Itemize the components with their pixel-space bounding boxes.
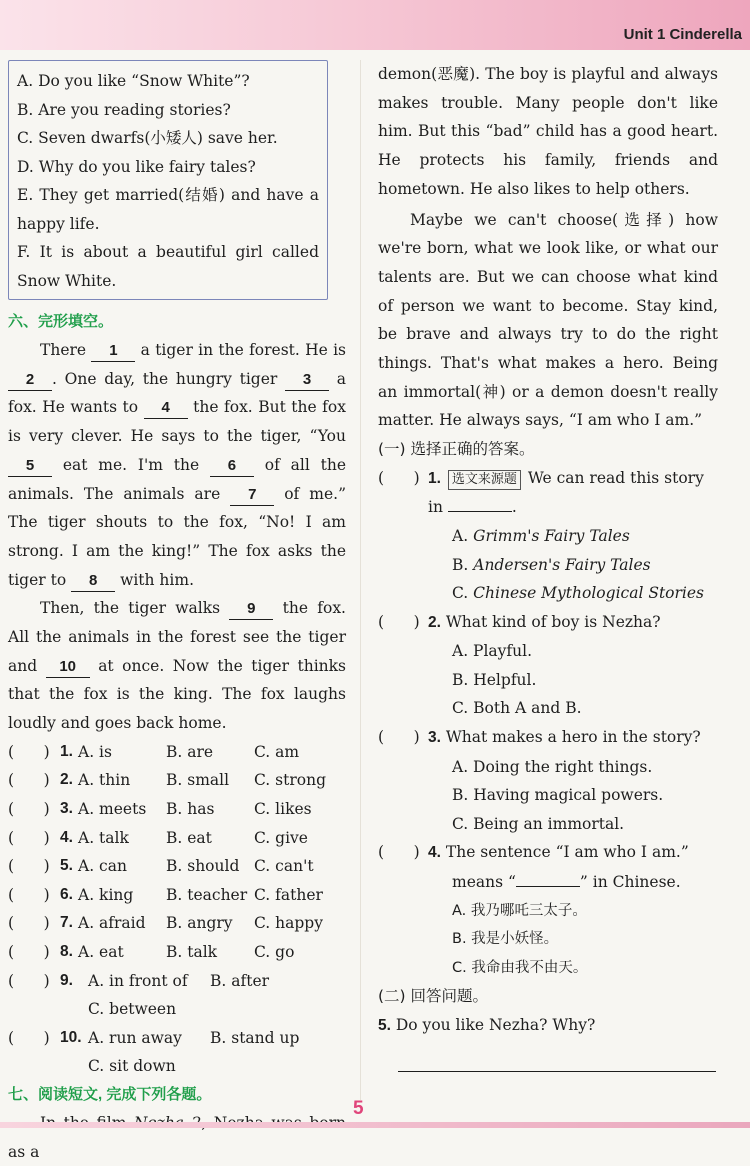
blank-3[interactable]: 3: [285, 369, 329, 391]
option-b: B. Are you reading stories?: [17, 100, 231, 119]
reading-question-2[interactable]: ( ) 2. What kind of boy is Nezha?: [378, 612, 661, 631]
q4-text-line2: means “ ” in Chinese.: [452, 873, 681, 892]
blank-5[interactable]: 5: [8, 455, 52, 477]
cloze-paragraph-2: Then, the tiger walks 9 the fox. All the animals in the forest see the tiger and 10 at once. Now the tiger thinks that the fox is the king. The fox laughs loudly and goes back home.: [8, 599, 347, 733]
left-column: [8, 60, 346, 1166]
q2-option-a[interactable]: A. Playful.: [452, 642, 533, 661]
option-f: F. It is about a beautiful girl called Snow White.: [17, 243, 319, 290]
answer-line[interactable]: [398, 1041, 716, 1072]
reading-paragraph-2: Maybe we can't choose(选择) how we're born, what we look like, or what our talents are. But we can choose what kind of person we want to become. Stay kind, be brave and always try to do the right things. That's what makes a hero. Being an immortal(神) or a demon doesn't really matter. He always says, “I am who I am.”: [378, 210, 718, 430]
cloze-question[interactable]: ( ) 8. A. eat B. talk C. go: [8, 943, 295, 961]
blank-2[interactable]: 2: [8, 369, 52, 391]
right-column: [378, 60, 718, 1072]
answer-blank[interactable]: [516, 886, 580, 887]
blank-6[interactable]: 6: [210, 455, 254, 477]
blank-8[interactable]: 8: [71, 570, 115, 592]
cloze-question[interactable]: ( ) 1. A. is B. are C. am: [8, 742, 300, 761]
page-number: 5: [353, 1098, 364, 1119]
reading-question-5: 5. Do you like Nezha? Why?: [378, 1016, 596, 1035]
reading-paragraph-1: demon(恶魔). The boy is playful and always makes trouble. Many people don't like him. But this “bad” child has a good heart. He protects his family, friends and hometown. He also likes to help others.: [378, 65, 718, 198]
option-c: C. Seven dwarfs(小矮人) save her.: [17, 129, 278, 147]
part1-title: (一) 选择正确的答案。: [378, 440, 535, 459]
q2-option-c[interactable]: C. Both A and B.: [452, 699, 582, 718]
blank-9[interactable]: 9: [229, 598, 273, 620]
cloze-question-option[interactable]: C. sit down: [88, 1057, 176, 1076]
reading-section-title: 七、阅读短文, 完成下列各题。: [8, 1085, 212, 1103]
blank-10[interactable]: 10: [46, 656, 90, 678]
q3-option-b[interactable]: B. Having magical powers.: [452, 786, 664, 805]
reading-question-3[interactable]: ( ) 3. What makes a hero in the story?: [378, 728, 701, 747]
bottom-band: [0, 1122, 750, 1128]
option-e: E. They get married(结婚) and have a happy life.: [17, 186, 319, 233]
q4-option-c[interactable]: C. 我命由我不由天。: [452, 959, 588, 976]
cloze-question[interactable]: ( ) 10. A. run away B. stand up: [8, 1028, 300, 1047]
answer-blank[interactable]: [448, 511, 512, 512]
cloze-question[interactable]: ( ) 7. A. afraid B. angry C. happy: [8, 914, 323, 933]
blank-1[interactable]: 1: [91, 340, 135, 362]
cloze-questions: [8, 738, 346, 1081]
cloze-question[interactable]: ( ) 9. A. in front of B. after: [8, 971, 270, 990]
q1-option-a[interactable]: A. Grimm's Fairy Tales: [452, 526, 630, 545]
options-box: [8, 60, 328, 300]
reading-intro: as a: [8, 1142, 40, 1161]
reading-question-1[interactable]: ( ) 1. 选文来源题 We can read this story in .: [378, 468, 704, 517]
q4-option-a[interactable]: A. 我乃哪吒三太子。: [452, 902, 587, 919]
cloze-question-option[interactable]: C. between: [88, 1000, 177, 1019]
column-divider: [360, 60, 361, 1100]
cloze-question[interactable]: ( ) 4. A. talk B. eat C. give: [8, 828, 308, 847]
reading-question-4[interactable]: ( ) 4. The sentence “I am who I am.”: [378, 843, 689, 862]
q2-option-b[interactable]: B. Helpful.: [452, 670, 537, 689]
q3-option-c[interactable]: C. Being an immortal.: [452, 814, 625, 833]
q4-option-b[interactable]: B. 我是小妖怪。: [452, 931, 559, 948]
cloze-question[interactable]: ( ) 5. A. can B. should C. can't: [8, 857, 314, 876]
q1-option-b[interactable]: B. Andersen's Fairy Tales: [452, 555, 651, 574]
blank-4[interactable]: 4: [144, 397, 188, 419]
cloze-question[interactable]: ( ) 2. A. thin B. small C. strong: [8, 771, 326, 790]
unit-title: Unit 1 Cinderella: [623, 26, 742, 43]
q1-option-c[interactable]: C. Chinese Mythological Stories: [452, 584, 704, 603]
cloze-paragraph-1: There 1 a tiger in the forest. He is 2 . One day, the hungry tiger 3 a fox. He wants to 4 the fox. But the fox is very clever. He says to the tiger, “You 5 eat me. I'm the 6 of all the animals. The animals are 7 of me.” The tiger shouts to the fox, “No! I am strong. I am the king!” The fox asks the tiger to 8 with him.: [8, 336, 346, 594]
q3-option-a[interactable]: A. Doing the right things.: [452, 757, 653, 776]
option-a: A. Do you like “Snow White”?: [17, 72, 250, 90]
question-type-tag: 选文来源题: [448, 470, 521, 490]
cloze-section-title: 六、完形填空。: [8, 313, 114, 330]
cloze-question[interactable]: ( ) 3. A. meets B. has C. likes: [8, 800, 312, 819]
blank-7[interactable]: 7: [230, 484, 274, 506]
option-d: D. Why do you like fairy tales?: [17, 157, 256, 176]
part2-title: (二) 回答问题。: [378, 987, 489, 1006]
cloze-question[interactable]: ( ) 6. A. king B. teacher C. father: [8, 885, 323, 904]
